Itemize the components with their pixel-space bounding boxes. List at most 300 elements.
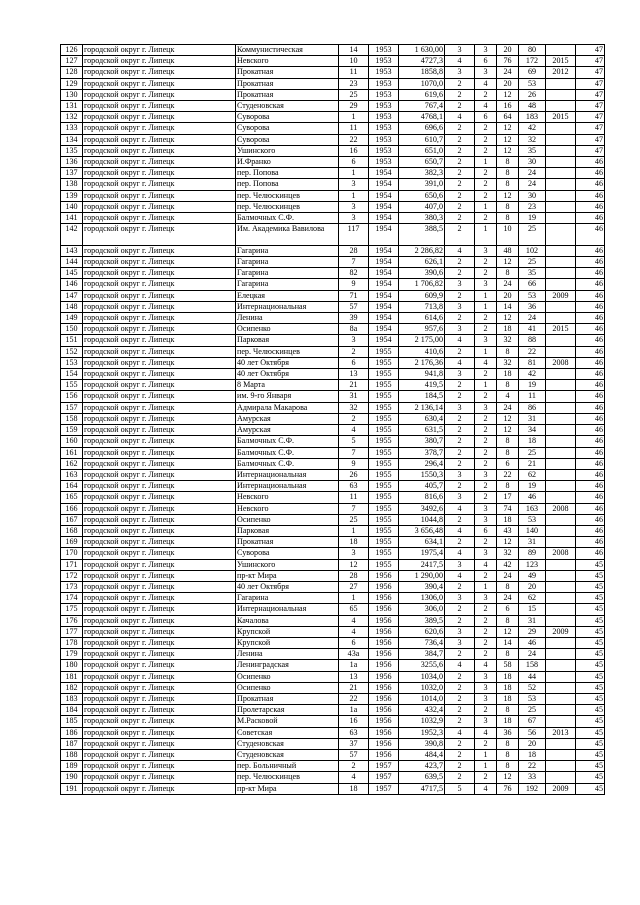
repair-year-cell [546, 78, 576, 89]
floors-cell: 2 [445, 268, 475, 279]
entrances-cell: 1 [475, 224, 497, 246]
percent-cell: 46 [576, 413, 605, 424]
year-built-cell: 1955 [369, 402, 399, 413]
residents-cell: 18 [519, 749, 546, 760]
repair-year-cell [546, 425, 576, 436]
apartments-cell: 24 [497, 67, 519, 78]
repair-year-cell: 2015 [546, 112, 576, 123]
year-built-cell: 1954 [369, 290, 399, 301]
municipality-cell: городской округ г. Липецк [83, 290, 236, 301]
percent-cell: 46 [576, 503, 605, 514]
percent-cell: 46 [576, 402, 605, 413]
table-row [61, 145, 605, 156]
repair-year-cell [546, 604, 576, 615]
percent-cell: 46 [576, 213, 605, 224]
repair-year-cell: 2013 [546, 727, 576, 738]
apartments-cell: 32 [497, 357, 519, 368]
entrances-cell: 3 [475, 279, 497, 290]
repair-year-cell [546, 380, 576, 391]
entrances-cell: 4 [475, 78, 497, 89]
row-number: 135 [61, 145, 83, 156]
percent-cell: 47 [576, 89, 605, 100]
row-number: 131 [61, 101, 83, 112]
table-row [61, 548, 605, 559]
percent-cell: 46 [576, 436, 605, 447]
apartments-cell: 8 [497, 213, 519, 224]
floors-cell: 2 [445, 615, 475, 626]
table-row [61, 413, 605, 424]
floors-cell: 2 [445, 123, 475, 134]
house-number-cell: 3 [339, 213, 369, 224]
year-built-cell: 1954 [369, 179, 399, 190]
area-cell: 3255,6 [399, 660, 445, 671]
row-number: 143 [61, 245, 83, 256]
residents-cell: 41 [519, 324, 546, 335]
entrances-cell: 2 [475, 436, 497, 447]
residents-cell: 31 [519, 615, 546, 626]
entrances-cell: 2 [475, 369, 497, 380]
area-cell: 1975,4 [399, 548, 445, 559]
residents-cell: 66 [519, 279, 546, 290]
house-number-cell: 7 [339, 257, 369, 268]
housing-registry-table [60, 44, 605, 795]
residents-cell: 20 [519, 738, 546, 749]
residents-cell: 18 [519, 436, 546, 447]
apartments-cell: 8 [497, 436, 519, 447]
apartments-cell: 8 [497, 157, 519, 168]
year-built-cell: 1954 [369, 190, 399, 201]
house-number-cell: 7 [339, 503, 369, 514]
row-number: 145 [61, 268, 83, 279]
street-cell: пер. Больничный [236, 761, 339, 772]
row-number: 148 [61, 301, 83, 312]
floors-cell: 2 [445, 413, 475, 424]
repair-year-cell [546, 749, 576, 760]
percent-cell: 45 [576, 570, 605, 581]
percent-cell: 46 [576, 190, 605, 201]
area-cell: 390,4 [399, 581, 445, 592]
residents-cell: 44 [519, 671, 546, 682]
area-cell: 3 656,48 [399, 525, 445, 536]
area-cell: 2 176,36 [399, 357, 445, 368]
street-cell: 40 лет Октября [236, 369, 339, 380]
street-cell: Парковая [236, 335, 339, 346]
area-cell: 1070,0 [399, 78, 445, 89]
repair-year-cell [546, 660, 576, 671]
area-cell: 1306,0 [399, 593, 445, 604]
floors-cell: 2 [445, 257, 475, 268]
floors-cell: 2 [445, 134, 475, 145]
percent-cell: 45 [576, 649, 605, 660]
repair-year-cell [546, 637, 576, 648]
percent-cell: 45 [576, 615, 605, 626]
table-row [61, 402, 605, 413]
floors-cell: 4 [445, 660, 475, 671]
house-number-cell: 6 [339, 357, 369, 368]
row-number: 169 [61, 537, 83, 548]
row-number: 160 [61, 436, 83, 447]
residents-cell: 26 [519, 89, 546, 100]
table-row [61, 749, 605, 760]
floors-cell: 2 [445, 78, 475, 89]
repair-year-cell [546, 168, 576, 179]
floors-cell: 3 [445, 469, 475, 480]
house-number-cell: 27 [339, 581, 369, 592]
repair-year-cell [546, 268, 576, 279]
entrances-cell: 3 [475, 514, 497, 525]
apartments-cell: 12 [497, 772, 519, 783]
percent-cell: 45 [576, 581, 605, 592]
street-cell: Ушинского [236, 559, 339, 570]
repair-year-cell [546, 190, 576, 201]
apartments-cell: 18 [497, 671, 519, 682]
percent-cell: 45 [576, 682, 605, 693]
year-built-cell: 1953 [369, 56, 399, 67]
residents-cell: 158 [519, 660, 546, 671]
percent-cell: 45 [576, 738, 605, 749]
repair-year-cell [546, 671, 576, 682]
street-cell: Суворова [236, 134, 339, 145]
house-number-cell: 25 [339, 514, 369, 525]
year-built-cell: 1953 [369, 78, 399, 89]
year-built-cell: 1954 [369, 313, 399, 324]
area-cell: 650,7 [399, 157, 445, 168]
area-cell: 1 290,00 [399, 570, 445, 581]
floors-cell: 3 [445, 626, 475, 637]
house-number-cell: 16 [339, 145, 369, 156]
table-row [61, 357, 605, 368]
floors-cell: 3 [445, 402, 475, 413]
table-row [61, 559, 605, 570]
row-number: 175 [61, 604, 83, 615]
row-number: 179 [61, 649, 83, 660]
street-cell: им. 9-го Января [236, 391, 339, 402]
table-row [61, 772, 605, 783]
apartments-cell: 12 [497, 257, 519, 268]
residents-cell: 19 [519, 213, 546, 224]
repair-year-cell [546, 201, 576, 212]
apartments-cell: 18 [497, 514, 519, 525]
municipality-cell: городской округ г. Липецк [83, 447, 236, 458]
street-cell: Коммунистическая [236, 45, 339, 56]
percent-cell: 46 [576, 391, 605, 402]
floors-cell: 4 [445, 357, 475, 368]
repair-year-cell: 2008 [546, 548, 576, 559]
floors-cell: 3 [445, 279, 475, 290]
table-row [61, 783, 605, 794]
residents-cell: 24 [519, 649, 546, 660]
residents-cell: 25 [519, 447, 546, 458]
table-row [61, 492, 605, 503]
municipality-cell: городской округ г. Липецк [83, 682, 236, 693]
entrances-cell: 1 [475, 301, 497, 312]
apartments-cell: 8 [497, 749, 519, 760]
municipality-cell: городской округ г. Липецк [83, 783, 236, 794]
floors-cell: 4 [445, 525, 475, 536]
table-row [61, 224, 605, 246]
percent-cell: 45 [576, 671, 605, 682]
floors-cell: 2 [445, 693, 475, 704]
house-number-cell: 4 [339, 615, 369, 626]
percent-cell: 45 [576, 559, 605, 570]
floors-cell: 2 [445, 101, 475, 112]
municipality-cell: городской округ г. Липецк [83, 245, 236, 256]
floors-cell: 3 [445, 67, 475, 78]
residents-cell: 35 [519, 268, 546, 279]
area-cell: 382,3 [399, 168, 445, 179]
apartments-cell: 64 [497, 112, 519, 123]
entrances-cell: 2 [475, 123, 497, 134]
floors-cell: 2 [445, 671, 475, 682]
entrances-cell: 1 [475, 749, 497, 760]
residents-cell: 42 [519, 123, 546, 134]
year-built-cell: 1954 [369, 324, 399, 335]
apartments-cell: 12 [497, 134, 519, 145]
percent-cell: 46 [576, 279, 605, 290]
street-cell: Интернациональная [236, 301, 339, 312]
floors-cell: 2 [445, 716, 475, 727]
residents-cell: 123 [519, 559, 546, 570]
row-number: 163 [61, 469, 83, 480]
floors-cell: 2 [445, 649, 475, 660]
house-number-cell: 28 [339, 570, 369, 581]
street-cell: Гагарина [236, 593, 339, 604]
residents-cell: 81 [519, 357, 546, 368]
municipality-cell: городской округ г. Липецк [83, 123, 236, 134]
municipality-cell: городской округ г. Липецк [83, 67, 236, 78]
repair-year-cell [546, 313, 576, 324]
street-cell: Парковая [236, 525, 339, 536]
percent-cell: 45 [576, 716, 605, 727]
entrances-cell: 2 [475, 458, 497, 469]
residents-cell: 89 [519, 548, 546, 559]
house-number-cell: 13 [339, 671, 369, 682]
municipality-cell: городской округ г. Липецк [83, 705, 236, 716]
house-number-cell: 37 [339, 738, 369, 749]
percent-cell: 45 [576, 727, 605, 738]
municipality-cell: городской округ г. Липецк [83, 671, 236, 682]
repair-year-cell [546, 492, 576, 503]
street-cell: пер. Попова [236, 168, 339, 179]
municipality-cell: городской округ г. Липецк [83, 548, 236, 559]
table-row [61, 279, 605, 290]
municipality-cell: городской округ г. Липецк [83, 335, 236, 346]
repair-year-cell: 2008 [546, 357, 576, 368]
residents-cell: 24 [519, 313, 546, 324]
percent-cell: 46 [576, 380, 605, 391]
year-built-cell: 1955 [369, 391, 399, 402]
entrances-cell: 6 [475, 56, 497, 67]
residents-cell: 33 [519, 772, 546, 783]
municipality-cell: городской округ г. Липецк [83, 593, 236, 604]
percent-cell: 47 [576, 56, 605, 67]
house-number-cell: 7 [339, 447, 369, 458]
house-number-cell: 18 [339, 537, 369, 548]
row-number: 142 [61, 224, 83, 246]
entrances-cell: 2 [475, 481, 497, 492]
row-number: 174 [61, 593, 83, 604]
floors-cell: 4 [445, 570, 475, 581]
apartments-cell: 12 [497, 190, 519, 201]
repair-year-cell [546, 447, 576, 458]
street-cell: Елецкая [236, 290, 339, 301]
residents-cell: 192 [519, 783, 546, 794]
year-built-cell: 1955 [369, 436, 399, 447]
house-number-cell: 11 [339, 123, 369, 134]
apartments-cell: 18 [497, 369, 519, 380]
house-number-cell: 8а [339, 324, 369, 335]
floors-cell: 2 [445, 436, 475, 447]
repair-year-cell: 2009 [546, 783, 576, 794]
repair-year-cell [546, 391, 576, 402]
table-row [61, 481, 605, 492]
area-cell: 405,7 [399, 481, 445, 492]
repair-year-cell [546, 45, 576, 56]
apartments-cell: 76 [497, 56, 519, 67]
area-cell: 380,7 [399, 436, 445, 447]
entrances-cell: 4 [475, 727, 497, 738]
apartments-cell: 16 [497, 101, 519, 112]
area-cell: 696,6 [399, 123, 445, 134]
street-cell: 8 Марта [236, 380, 339, 391]
apartments-cell: 8 [497, 761, 519, 772]
municipality-cell: городской округ г. Липецк [83, 615, 236, 626]
entrances-cell: 4 [475, 357, 497, 368]
table-row [61, 123, 605, 134]
street-cell: Прокатная [236, 693, 339, 704]
year-built-cell: 1955 [369, 537, 399, 548]
year-built-cell: 1954 [369, 335, 399, 346]
house-number-cell: 18 [339, 783, 369, 794]
house-number-cell: 13 [339, 369, 369, 380]
street-cell: Студеновская [236, 101, 339, 112]
row-number: 156 [61, 391, 83, 402]
apartments-cell: 74 [497, 503, 519, 514]
entrances-cell: 2 [475, 447, 497, 458]
municipality-cell: городской округ г. Липецк [83, 134, 236, 145]
municipality-cell: городской округ г. Липецк [83, 279, 236, 290]
table-row [61, 425, 605, 436]
percent-cell: 46 [576, 357, 605, 368]
row-number: 136 [61, 157, 83, 168]
floors-cell: 2 [445, 190, 475, 201]
entrances-cell: 3 [475, 335, 497, 346]
entrances-cell: 4 [475, 559, 497, 570]
year-built-cell: 1954 [369, 301, 399, 312]
entrances-cell: 3 [475, 469, 497, 480]
repair-year-cell [546, 346, 576, 357]
area-cell: 609,9 [399, 290, 445, 301]
table-row [61, 615, 605, 626]
area-cell: 614,6 [399, 313, 445, 324]
percent-cell: 46 [576, 548, 605, 559]
municipality-cell: городской округ г. Липецк [83, 190, 236, 201]
repair-year-cell [546, 705, 576, 716]
area-cell: 941,8 [399, 369, 445, 380]
floors-cell: 4 [445, 335, 475, 346]
residents-cell: 62 [519, 593, 546, 604]
table-row [61, 727, 605, 738]
apartments-cell: 18 [497, 716, 519, 727]
year-built-cell: 1956 [369, 570, 399, 581]
apartments-cell: 8 [497, 447, 519, 458]
street-cell: Интернациональная [236, 469, 339, 480]
year-built-cell: 1957 [369, 761, 399, 772]
area-cell: 1044,8 [399, 514, 445, 525]
year-built-cell: 1953 [369, 157, 399, 168]
percent-cell: 47 [576, 78, 605, 89]
year-built-cell: 1956 [369, 637, 399, 648]
year-built-cell: 1956 [369, 581, 399, 592]
municipality-cell: городской округ г. Липецк [83, 301, 236, 312]
area-cell: 432,4 [399, 705, 445, 716]
row-number: 152 [61, 346, 83, 357]
percent-cell: 45 [576, 593, 605, 604]
repair-year-cell [546, 481, 576, 492]
percent-cell: 47 [576, 145, 605, 156]
entrances-cell: 2 [475, 89, 497, 100]
percent-cell: 46 [576, 168, 605, 179]
repair-year-cell: 2008 [546, 503, 576, 514]
street-cell: Ленинградская [236, 660, 339, 671]
table-row [61, 503, 605, 514]
house-number-cell: 4 [339, 626, 369, 637]
table-row [61, 581, 605, 592]
table-row [61, 56, 605, 67]
table-row [61, 436, 605, 447]
street-cell: Адмирала Макарова [236, 402, 339, 413]
table-row [61, 101, 605, 112]
municipality-cell: городской округ г. Липецк [83, 458, 236, 469]
area-cell: 1034,0 [399, 671, 445, 682]
floors-cell: 3 [445, 301, 475, 312]
year-built-cell: 1956 [369, 660, 399, 671]
street-cell: пр-кт Мира [236, 570, 339, 581]
floors-cell: 2 [445, 772, 475, 783]
street-cell: Пролетарская [236, 705, 339, 716]
municipality-cell: городской округ г. Липецк [83, 693, 236, 704]
row-number: 188 [61, 749, 83, 760]
municipality-cell: городской округ г. Липецк [83, 56, 236, 67]
year-built-cell: 1954 [369, 168, 399, 179]
street-cell: Ленина [236, 649, 339, 660]
street-cell: Амурская [236, 425, 339, 436]
row-number: 149 [61, 313, 83, 324]
table-row [61, 693, 605, 704]
house-number-cell: 10 [339, 56, 369, 67]
row-number: 129 [61, 78, 83, 89]
repair-year-cell [546, 761, 576, 772]
row-number: 172 [61, 570, 83, 581]
row-number: 165 [61, 492, 83, 503]
year-built-cell: 1955 [369, 458, 399, 469]
municipality-cell: городской округ г. Липецк [83, 179, 236, 190]
year-built-cell: 1954 [369, 279, 399, 290]
apartments-cell: 6 [497, 458, 519, 469]
street-cell: Ленина [236, 313, 339, 324]
municipality-cell: городской округ г. Липецк [83, 45, 236, 56]
municipality-cell: городской округ г. Липецк [83, 224, 236, 246]
house-number-cell: 3 [339, 335, 369, 346]
area-cell: 2 175,00 [399, 335, 445, 346]
row-number: 184 [61, 705, 83, 716]
area-cell: 736,4 [399, 637, 445, 648]
floors-cell: 2 [445, 425, 475, 436]
table-row [61, 391, 605, 402]
table-row [61, 469, 605, 480]
row-number: 173 [61, 581, 83, 592]
repair-year-cell [546, 101, 576, 112]
